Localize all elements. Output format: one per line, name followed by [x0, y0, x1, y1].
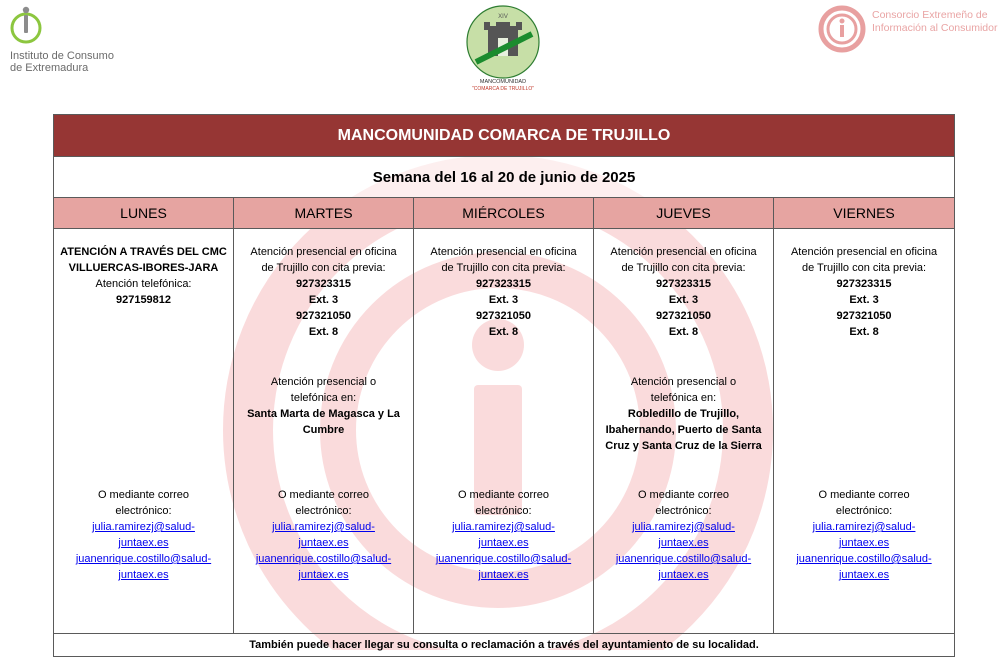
email-link-juanenrique-cont[interactable]: juntaex.es: [298, 569, 349, 581]
day-header-martes: MARTES: [234, 198, 414, 229]
mancomunidad-logo: [440, 4, 560, 94]
logo-left-line1: Instituto de Consumo: [10, 50, 114, 62]
phone-1: 927323315: [475, 278, 532, 290]
presencial-line1: Atención presencial en oficina: [250, 246, 397, 258]
consorcio-logo: [812, 4, 1000, 54]
lunes-line1: ATENCIÓN A TRAVÉS DEL CMC: [60, 246, 227, 258]
ext-2: Ext. 8: [849, 326, 879, 338]
email-link-julia-cont[interactable]: juntaex.es: [658, 537, 709, 549]
cell-miercoles: [414, 229, 594, 634]
email-intro: O mediante correo: [97, 489, 190, 501]
phone-2: 927321050: [295, 310, 352, 322]
presencial-line2: de Trujillo con cita previa:: [621, 262, 746, 274]
email-link-julia[interactable]: julia.ramirezj@salud-: [452, 521, 555, 533]
consorcio-circle-icon: [812, 4, 870, 54]
footer-note: También puede hacer llegar su consulta o reclamación a través del ayuntamiento de su localidad.: [54, 634, 955, 657]
martes-extra-line2: telefónica en:: [290, 392, 357, 404]
email-intro2: electrónico:: [835, 505, 893, 517]
email-intro2: electrónico:: [115, 505, 172, 517]
ext-2: Ext. 8: [668, 326, 699, 338]
day-header-jueves: JUEVES: [594, 198, 774, 229]
email-link-juanenrique-cont[interactable]: juntaex.es: [838, 569, 890, 581]
email-intro2: electrónico:: [655, 505, 712, 517]
lunes-line2: VILLUERCAS-IBORES-JARA: [68, 262, 219, 274]
lunes-line3: Atención telefónica:: [95, 278, 192, 290]
email-link-juanenrique[interactable]: juanenrique.costillo@salud-: [615, 553, 752, 565]
martes-extra-line1: Atención presencial o: [270, 376, 377, 388]
email-intro: O mediante correo: [277, 489, 370, 501]
email-link-juanenrique-cont[interactable]: juntaex.es: [658, 569, 709, 581]
email-link-julia-cont[interactable]: juntaex.es: [298, 537, 349, 549]
phone-2: 927321050: [836, 310, 892, 322]
email-link-julia[interactable]: julia.ramirezj@salud-: [92, 521, 195, 533]
day-header-lunes: LUNES: [54, 198, 234, 229]
jueves-extra-line2: telefónica en:: [650, 392, 717, 404]
week-range: Semana del 16 al 20 de junio de 2025: [54, 157, 955, 198]
ext-1: Ext. 3: [488, 294, 519, 306]
presencial-line2: de Trujillo con cita previa:: [441, 262, 566, 274]
logo-right-line2: Información al Consumidor: [872, 22, 998, 34]
email-intro: O mediante correo: [818, 489, 910, 501]
email-link-juanenrique[interactable]: juanenrique.costillo@salud-: [255, 553, 392, 565]
email-intro: O mediante correo: [457, 489, 550, 501]
ext-2: Ext. 8: [488, 326, 519, 338]
email-intro2: electrónico:: [295, 505, 352, 517]
ext-2: Ext. 8: [308, 326, 339, 338]
email-link-juanenrique[interactable]: juanenrique.costillo@salud-: [75, 553, 212, 565]
email-link-julia-cont[interactable]: juntaex.es: [118, 537, 169, 549]
email-link-juanenrique-cont[interactable]: juntaex.es: [118, 569, 169, 581]
presencial-line2: de Trujillo con cita previa:: [261, 262, 386, 274]
email-link-julia[interactable]: julia.ramirezj@salud-: [812, 521, 916, 533]
logo-center-caption1: MANCOMUNIDAD: [479, 79, 527, 85]
logo-right-line1: Consorcio Extremeño de: [872, 9, 988, 21]
lunes-phone: 927159812: [115, 294, 172, 306]
jueves-place2: Ibahernando, Puerto de Santa: [605, 424, 762, 436]
email-link-julia-cont[interactable]: juntaex.es: [838, 537, 890, 549]
cell-jueves: [594, 229, 774, 634]
email-intro2: electrónico:: [475, 505, 532, 517]
email-link-juanenrique[interactable]: juanenrique.costillo@salud-: [435, 553, 572, 565]
presencial-line1: Atención presencial en oficina: [430, 246, 577, 258]
info-person-icon: [8, 4, 44, 44]
presencial-line1: Atención presencial en oficina: [790, 246, 938, 258]
logo-left-line2: de Extremadura: [10, 62, 89, 74]
jueves-extra-line1: Atención presencial o: [630, 376, 737, 388]
martes-place2: Cumbre: [302, 424, 345, 436]
presencial-line2: de Trujillo con cita previa:: [801, 262, 927, 274]
phone-1: 927323315: [655, 278, 712, 290]
day-header-viernes: VIERNES: [774, 198, 955, 229]
logo-center-caption2: "COMARCA DE TRUJILLO": [471, 86, 535, 92]
jueves-place3: Cruz y Santa Cruz de la Sierra: [605, 440, 762, 452]
email-link-juanenrique-cont[interactable]: juntaex.es: [478, 569, 529, 581]
day-header-miercoles: MIÉRCOLES: [414, 198, 594, 229]
email-link-julia[interactable]: julia.ramirezj@salud-: [272, 521, 375, 533]
castle-emblem-icon: [440, 4, 566, 80]
instituto-consumo-logo: [8, 4, 148, 84]
martes-place1: Santa Marta de Magasca y La: [247, 408, 400, 420]
presencial-line1: Atención presencial en oficina: [610, 246, 757, 258]
email-link-julia-cont[interactable]: juntaex.es: [478, 537, 529, 549]
email-link-julia[interactable]: julia.ramirezj@salud-: [632, 521, 735, 533]
phone-2: 927321050: [655, 310, 712, 322]
jueves-place1: Robledillo de Trujillo,: [627, 408, 740, 420]
email-link-juanenrique[interactable]: juanenrique.costillo@salud-: [796, 553, 932, 565]
ext-1: Ext. 3: [308, 294, 339, 306]
cell-lunes: [54, 229, 234, 634]
phone-1: 927323315: [295, 278, 352, 290]
ext-1: Ext. 3: [668, 294, 699, 306]
cell-viernes: [774, 229, 955, 634]
phone-2: 927321050: [475, 310, 532, 322]
ext-1: Ext. 3: [849, 294, 879, 306]
email-intro: O mediante correo: [637, 489, 730, 501]
phone-1: 927323315: [836, 278, 892, 290]
badge-number: XIV: [498, 14, 508, 20]
table-title: MANCOMUNIDAD COMARCA DE TRUJILLO: [54, 115, 955, 157]
cell-martes: [234, 229, 414, 634]
schedule-table: [53, 114, 955, 657]
